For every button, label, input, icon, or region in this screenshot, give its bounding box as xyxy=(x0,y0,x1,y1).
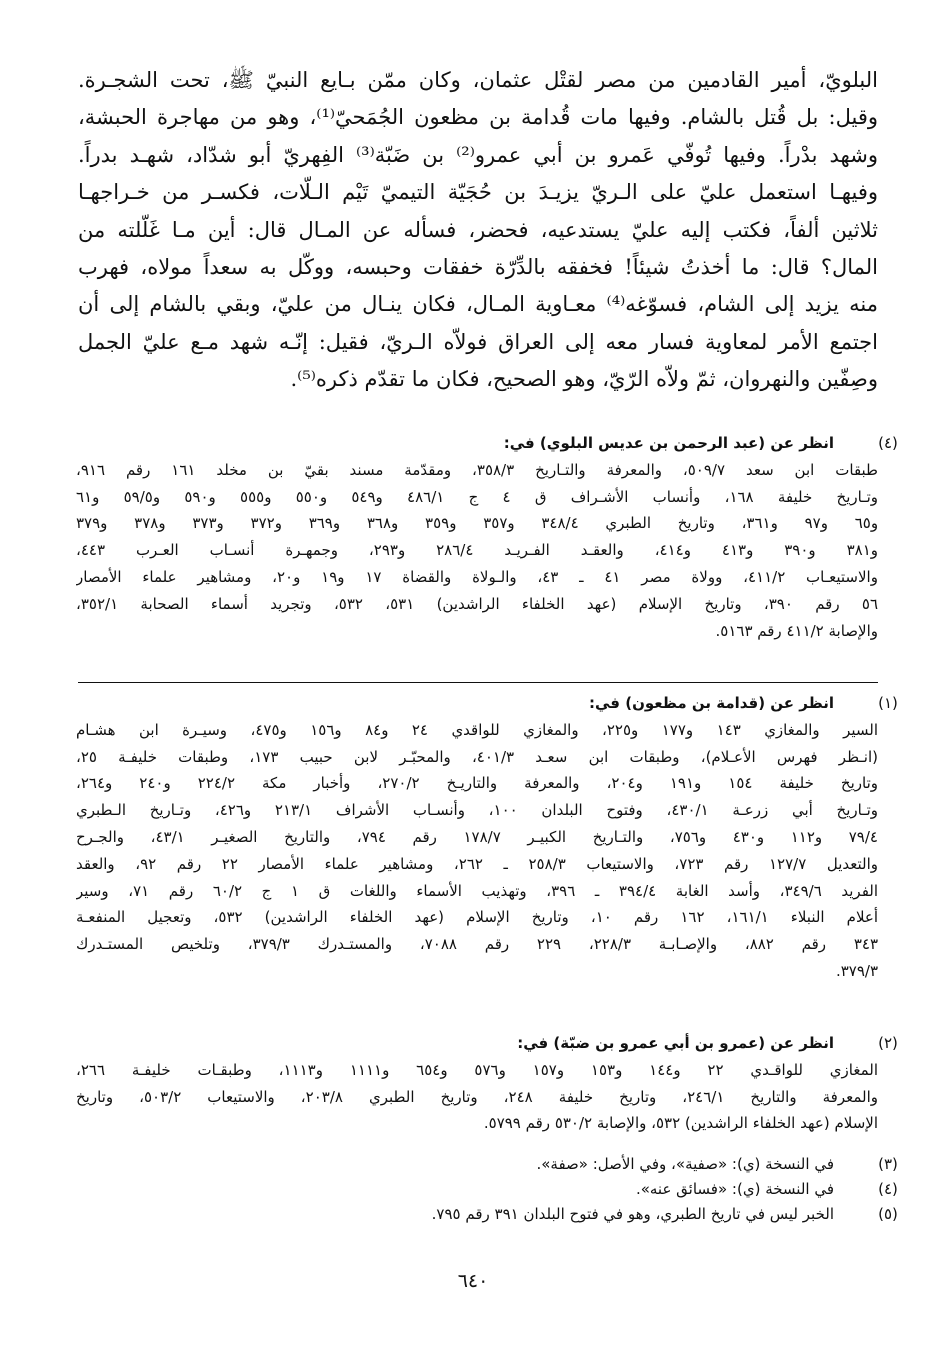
footnote-4-block xyxy=(76,430,898,644)
main-text-line: وفيهـا استعمل عليّ على الـريّ يزيـدَ بن حُجَيّة التيميّ تَيْم الـلّات، فكسـر من خـراجهـا xyxy=(78,180,878,205)
main-text-line: منه يزيد إلى الشام، فسوّغه⁽⁴⁾ معـاوية المـال، فكان ينـال من عليّ، وبقي بالشام إلى أن xyxy=(78,292,878,317)
main-text-line: اجتمع الأمر لمعاوية فسار معه إلى العراق فولاّه الـريّ، فقيل: إنّـه شهد مـع عليّ الجمل xyxy=(78,329,878,354)
footnote-line: أعلام النبلاء ١٦١/١، ١٦٢ رقم ١٠، وتاريخ الإسلام (عهد الخلفاء الراشدين) ٥٣٢، وتعجيل المنفعـة xyxy=(76,908,878,927)
main-text-line: البلويّ، أمير القادمين من مصر لقتْل عثمان، وكان ممّن بـايع النبيّ ﷺ، تحت الشجـرة. xyxy=(78,68,878,92)
footnote-heading-text: انظر عن (عمرو بن أبي عمرو بن ضبّة) في: xyxy=(517,1034,834,1052)
footnote-heading-text: انظر عن (قدامة بن مظعون) في: xyxy=(589,694,834,712)
footnote-number: (٢) xyxy=(878,1034,898,1052)
footnote-heading-text: انظر عن (عبد الرحمن بن عديس البلوي) في: xyxy=(503,434,834,452)
footnote-line: الإسلام (عهد الخلفاء الراشدين) ٥٣٢، والإصابة ٥٣٠/٢ رقم ٥٧٩٩. xyxy=(483,1114,878,1133)
footnote-number: (٤) xyxy=(878,1180,898,1198)
footnote-number: (٥) xyxy=(878,1205,898,1223)
footnote-line: الفريد ٣٤٩/٦، وأسد الغابة ٣٩٤/٤ ـ ٣٩٦، وتهذيب الأسماء واللغات ق ١ ج ٦٠/٢ رقم ٧١، وسير xyxy=(76,881,878,900)
footnote-number: (٣) xyxy=(878,1155,898,1173)
main-text-line: وشهد بدْراً. وفيها تُوفّي عَمرو بن أبي عمرو⁽²⁾ بن ضَبّة⁽³⁾ الفِهريّ أبو شدّاد، شهـد بدراً. xyxy=(78,142,878,167)
footnote-text: في النسخة (ي): «صفية»، وفي الأصل: «صفة». xyxy=(536,1155,834,1173)
short-footnote xyxy=(76,1152,898,1177)
main-text-block xyxy=(78,62,878,399)
short-footnote xyxy=(76,1177,898,1202)
footnote-heading xyxy=(76,1030,898,1057)
short-footnote xyxy=(76,1202,898,1227)
footnote-line: والإصابة ٤١١/٢ رقم ٥١٦٣. xyxy=(715,621,878,640)
footnote-line: (انـظر فهرس الأعـلام)، وطبقات ابن سعـد ٤٠١/٣، والمحبّـر لابن حبيب ١٧٣، وطبقات خليفـة ٢٥، xyxy=(76,747,878,766)
footnote-heading xyxy=(76,690,898,717)
footnote-line: السير والمغازي ١٤٣ و١٧٧ و٢٢٥، والمغازي للواقدي ٢٤ و٨٤ و١٥٦ و٤٧٥، وسيـرة ابن هشـام xyxy=(76,720,878,739)
footnote-line: والمعرفة والتاريخ ٢٤٦/١، وتاريخ خليفة ٢٤٨، وتاريخ الطبري ٢٠٣/٨، والاستيعاب ٥٠٣/٢، وتاريخ xyxy=(76,1087,878,1106)
footnote-line: ٣٤٣ رقم ٨٨٢، والإصـابـة ٢٢٨/٣، ٢٢٩ رقم ٧٠٨٨، والمستـدرك ٣٧٩/٣، وتلخيص المستـدرك xyxy=(76,935,878,954)
footnote-divider xyxy=(78,682,878,683)
footnote-line: ٥٦ رقم ٣٩٠، وتاريخ الإسلام (عهد الخلفاء الراشدين) ٥٣١، ٥٣٢، وتجريد أسماء الصحابة ٣٥٢/١، xyxy=(76,594,878,613)
footnote-line: والاستيعـاب ٤١١/٢، وولاة مصر ٤١ ـ ٤٣، والـولاة والقضاة ١٧ و١٩ و٢٠، ومشاهير علماء الأمصار xyxy=(76,567,878,586)
footnote-line: طبقات ابن سعد ٥٠٩/٧، والمعرفة والتـاريخ ٣٥٨/٣، ومقدّمة مسند بقيّ بن مخلد ١٦١ رقم ٩١٦، xyxy=(76,460,878,479)
footnote-text: في النسخة (ي): «فسائق عنه». xyxy=(635,1180,834,1198)
footnote-text: الخبر ليس في تاريخ الطبري، وهو في فتوح البلدان ٣٩١ رقم ٧٩٥. xyxy=(431,1205,834,1223)
footnote-line: ٧٩/٤ و١١٢ و٤٣٠ و٧٥٦، والتـاريخ الكبيـر ١٧٨/٧ رقم ٧٩٤، والتاريخ الصغيـر ٤٣/١، والجـرح xyxy=(76,827,878,846)
footnote-line: و٣٨١ و٣٩٠ و٤١٣ و٤١٤، والعقـد الفـريـد ٢٨٦/٤ و٢٩٣، وجمهـرة أنسـاب العـرب ٤٤٣، xyxy=(76,541,878,560)
short-footnotes xyxy=(76,1152,898,1227)
footnote-heading xyxy=(76,430,898,457)
footnote-number: (٤) xyxy=(878,434,898,452)
footnote-2-block xyxy=(76,1030,898,1137)
footnote-line: والتعديل ١٢٧/٧ رقم ٧٢٣، والاستيعاب ٢٥٨/٣ ـ ٢٦٢، ومشاهير علماء الأمصار ٢٢ رقم ٩٢، والعقد xyxy=(76,854,878,873)
main-text-line: وقيل: بل قُتل بالشام. وفيها مات قُدامة بن مظعون الجُمَحيّ⁽¹⁾، وهو من مهاجرة الحبشة، xyxy=(78,105,878,130)
footnote-line: وتـاريخ خليفة ١٦٨، وأنساب الأشـراف ق ٤ ج ٤٨٦/١ و٥٤٩ و٥٥٠ و٥٥٥ و٥٩٠ و٥٩/٥ و٦١ xyxy=(76,487,878,506)
footnote-line: و٦٥ و٩٧ و٣٦١، وتاريخ الطبري ٣٤٨/٤ و٣٥٧ و٣٥٩ و٣٦٨ و٣٦٩ و٣٧٢ و٣٧٣ و٣٧٨ و٣٧٩ xyxy=(76,514,878,533)
footnote-line: وتاريخ خليفة ١٥٤ و١٩١ و٢٠٤، والمعرفة والتاريـخ ٢٧٠/٢، وأخبار مكة ٢٢٤/٢ و٢٤٠ و٢٦٤، xyxy=(76,774,878,793)
main-text-line: المال؟ قال: ما أخذتُ شيئاً! فخفقه بالدِّرّة خفقات وحبسه، ووكّل به سعداً مولاه، فهرب xyxy=(78,254,878,279)
main-text-line: وصِفّين والنهروان، ثمّ ولاّه الرّيّ، وهو الصحيح، فكان ما تقدّم ذكره⁽⁵⁾. xyxy=(290,367,878,392)
page-number: ٦٤٠ xyxy=(457,1270,489,1292)
footnote-line: وتـاريخ أبي زرعـة ٤٣٠/١، وفتوح البلدان ١٠٠، وأنسـاب الأشراف ٢١٣/١ و٤٢٦، وتـاريخ الـطبري xyxy=(76,801,878,820)
footnote-line: المغازي للواقـدي ٢٢ و١٤٤ و١٥٣ و١٥٧ و٥٧٦ و٦٥٤ و١١١١ و١١١٣، وطبقـات خليفـة ٢٦٦، xyxy=(76,1060,878,1079)
footnote-1-block xyxy=(76,690,898,985)
main-text-line: ثلاثين ألفاً، فكتب إليه عليّ يستدعيه، فحضر، فسأله عن المـال قال: أين مـا غَلّلته من xyxy=(78,217,878,242)
footnote-line: ٣٧٩/٣. xyxy=(835,961,878,980)
footnote-number: (١) xyxy=(878,694,898,712)
